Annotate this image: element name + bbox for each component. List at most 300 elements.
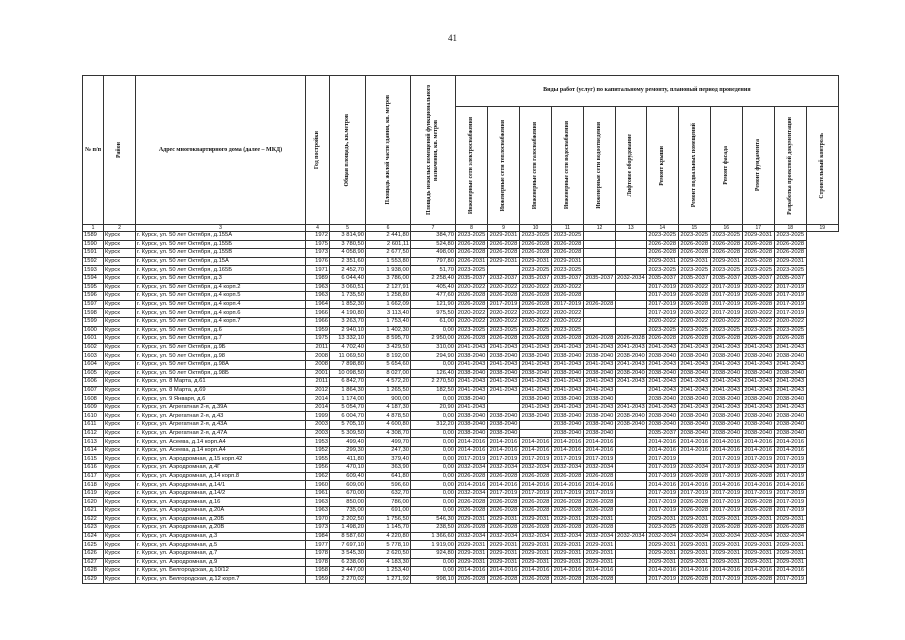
- table-cell: 5 054,70: [330, 403, 366, 412]
- table-cell: 2023-2025: [710, 232, 742, 241]
- table-cell: 4 220,80: [366, 532, 411, 541]
- table-cell: 2041-2043: [617, 378, 645, 385]
- table-cell: 2017-2019: [774, 455, 806, 464]
- table-cell: 2029-2031: [678, 257, 710, 266]
- table-cell: 0,00: [411, 395, 456, 404]
- table-cell: 2041-2043: [488, 386, 520, 395]
- header-work-9: [710, 106, 742, 224]
- table-cell: 2011: [306, 343, 330, 352]
- table-cell: 121,90: [411, 300, 456, 309]
- page-number: 41: [448, 33, 457, 43]
- table-cell: 2026-2028: [488, 507, 520, 516]
- table-cell: 4 190,80: [330, 309, 366, 318]
- table-cell: 924,80: [411, 549, 456, 558]
- table-cell: [616, 395, 647, 404]
- table-cell: [584, 240, 616, 249]
- table-cell: 2041-2043: [520, 403, 552, 412]
- table-cell: 2014-2016: [742, 481, 774, 490]
- table-cell: 2023-2025: [552, 266, 584, 275]
- table-cell: 2017-2019: [646, 489, 678, 498]
- table-cell: 1614: [83, 446, 104, 455]
- table-cell: 2041-2043: [584, 360, 616, 369]
- table-cell: [616, 300, 647, 309]
- table-cell: 2032-2037: [488, 274, 520, 283]
- table-cell: 1 145,70: [366, 524, 411, 533]
- table-cell: 1 271,92: [366, 575, 411, 584]
- table-cell: 6 842,70: [330, 378, 366, 387]
- table-cell: [520, 429, 552, 438]
- table-cell: г. Курск, ул. 50 лет Октября, д.4 корп.4: [136, 300, 306, 309]
- table-cell: 2014-2016: [456, 446, 488, 455]
- header-work-text: Ремонт фундамента: [754, 139, 761, 192]
- table-cell: 1977: [306, 541, 330, 550]
- table-cell: 61,00: [411, 317, 456, 326]
- table-cell: 2038-2040: [552, 429, 584, 438]
- table-row: [83, 541, 839, 550]
- table-cell: [584, 326, 616, 335]
- table-cell: 2026-2028: [456, 498, 488, 507]
- table-cell: 2029-2031: [742, 515, 774, 524]
- table-cell: Курск: [104, 257, 136, 266]
- table-cell: [584, 266, 616, 275]
- table-cell: 1959: [306, 326, 330, 335]
- table-cell: 2026-2028: [488, 472, 520, 481]
- table-cell: 2038-2040: [742, 369, 774, 378]
- table-cell: 2032-2034: [710, 532, 742, 541]
- table-cell: 2 270,02: [330, 575, 366, 584]
- table-cell: 405,40: [411, 283, 456, 292]
- table-cell: 2032-2034: [552, 532, 584, 541]
- column-number: 18: [774, 225, 806, 232]
- table-cell: г. Курск, ул. 50 лет Октября, д.155А: [136, 232, 306, 241]
- table-cell: 2014-2016: [456, 481, 488, 490]
- table-cell: 5 705,10: [330, 421, 366, 430]
- table-cell: 2014: [306, 403, 330, 412]
- table-cell: 2023-2025: [774, 326, 806, 335]
- table-cell: 1971: [306, 266, 330, 275]
- table-cell: 2020-2022: [742, 317, 774, 326]
- table-cell: 2038-2040: [584, 369, 616, 378]
- table-cell: 2032-2034: [584, 532, 616, 541]
- table-cell: 2017-2019: [710, 489, 742, 498]
- column-number: 9: [488, 225, 520, 232]
- table-row: [83, 360, 839, 369]
- table-cell: 2017-2019: [774, 498, 806, 507]
- table-cell: 2026-2028: [584, 300, 616, 309]
- table-cell: 2014-2016: [520, 567, 552, 576]
- table-cell: [616, 249, 647, 258]
- table-cell: 2029-2031: [646, 549, 678, 558]
- table-cell: г. Курск, ул. Агрегатная 2-я, д.43: [136, 412, 306, 421]
- header-total-area-text: Общая площадь, кв.метров: [344, 113, 350, 187]
- table-cell: 2026-2028: [646, 249, 678, 258]
- table-cell: г. Курск, ул. Аэродромная, д.3: [136, 532, 306, 541]
- table-cell: 1999: [306, 412, 330, 421]
- table-cell: 0,00: [411, 326, 456, 335]
- table-cell: 2041-2043: [742, 343, 774, 352]
- table-cell: 2041-2043: [456, 378, 488, 387]
- table-cell: 2041-2043: [742, 403, 774, 412]
- table-cell: 2014-2016: [584, 567, 616, 576]
- capital-repair-table-wrapper: [82, 75, 839, 584]
- table-cell: 2032-2034: [774, 532, 806, 541]
- table-cell: Курск: [104, 455, 136, 464]
- table-cell: 786,00: [366, 498, 411, 507]
- header-work-text: Разработка проектной документации: [786, 116, 793, 215]
- table-cell: 1602: [83, 343, 104, 352]
- table-cell: 2014: [306, 395, 330, 404]
- table-row: [83, 335, 839, 344]
- table-cell: 2038-2040: [710, 369, 742, 378]
- header-work-5: [584, 106, 616, 224]
- table-row: [83, 575, 839, 584]
- table-cell: 2026-2028: [456, 249, 488, 258]
- table-cell: 2035-2037: [584, 274, 616, 283]
- table-cell: 2038-2040: [488, 421, 520, 430]
- table-cell: 2038-2040: [678, 369, 710, 378]
- table-cell: 2038-2040: [617, 421, 645, 428]
- table-cell: 2041-2043: [774, 378, 806, 387]
- table-cell: 609,00: [330, 481, 366, 490]
- table-cell: 2029-2031: [646, 515, 678, 524]
- table-cell: 2026-2028: [520, 472, 552, 481]
- table-cell: [584, 257, 616, 266]
- table-cell: 641,80: [366, 472, 411, 481]
- table-cell: 2014-2016: [742, 438, 774, 447]
- table-row: [83, 232, 839, 241]
- table-cell: 1592: [83, 257, 104, 266]
- table-cell: 3 060,51: [330, 283, 366, 292]
- header-work-text: Инженерные сети водоснабжения: [564, 121, 570, 210]
- table-cell: 2038-2040: [617, 369, 645, 376]
- table-cell: 2017-2019: [774, 283, 806, 292]
- table-cell: 2020-2022: [456, 283, 488, 292]
- table-cell: 2038-2040: [710, 421, 742, 430]
- table-cell: 2032-2034: [520, 532, 552, 541]
- table-cell: 2026-2028: [520, 335, 552, 344]
- table-cell: 2026-2028: [742, 472, 774, 481]
- header-address: Адрес многоквартирного дома (далее – МКД): [136, 76, 306, 225]
- table-row: [83, 489, 839, 498]
- table-cell: [616, 507, 647, 516]
- table-cell: 4 187,30: [366, 403, 411, 412]
- table-cell: 609,40: [330, 472, 366, 481]
- table-cell: 2026-2028: [774, 335, 806, 344]
- table-cell: 2017-2019: [488, 455, 520, 464]
- table-cell: г. Курск, ул. Аэродромная, д.16: [136, 498, 306, 507]
- table-cell: 2038-2040: [456, 412, 488, 421]
- table-cell: 2014-2016: [742, 567, 774, 576]
- table-cell: 2038-2040: [456, 421, 488, 430]
- table-cell: 2017-2019: [646, 300, 678, 309]
- table-cell: Курск: [104, 352, 136, 361]
- table-cell: г. Курск, ул. 50 лет Октября, д.15А: [136, 257, 306, 266]
- table-row: [83, 481, 839, 490]
- table-cell: г. Курск, ул. 8 Марта, д.61: [136, 378, 306, 387]
- table-cell: 2029-2031: [456, 515, 488, 524]
- table-cell: Курск: [104, 403, 136, 412]
- table-cell: 1609: [83, 403, 104, 412]
- table-cell: 2017-2019: [552, 455, 584, 464]
- table-cell: 2014-2016: [456, 438, 488, 447]
- table-cell: 2020-2022: [774, 317, 806, 326]
- table-cell: 2041-2043: [456, 386, 488, 395]
- table-cell: 2026-2028: [520, 575, 552, 584]
- table-cell: 2041-2043: [488, 360, 520, 369]
- table-cell: 2026-2028: [584, 575, 616, 584]
- table-cell: 2020-2022: [520, 317, 552, 326]
- table-cell: 2017-2019: [584, 489, 616, 498]
- table-cell: 2038-2040: [646, 352, 678, 361]
- table-cell: 2 202,50: [330, 515, 366, 524]
- table-cell: 1960: [306, 481, 330, 490]
- table-cell: 299,30: [330, 446, 366, 455]
- table-cell: г. Курск, ул. 50 лет Октября, д.98А: [136, 360, 306, 369]
- table-cell: 1619: [83, 489, 104, 498]
- table-cell: 2017-2019: [520, 455, 552, 464]
- table-cell: 2029-2031: [520, 549, 552, 558]
- table-cell: 2017-2019: [646, 472, 678, 481]
- table-cell: г. Курск, ул. Асеева, д.14 корп.А4: [136, 446, 306, 455]
- table-cell: г. Курск, ул. 50 лет Октября, д.6: [136, 326, 306, 335]
- table-cell: Курск: [104, 360, 136, 369]
- table-cell: 2012: [306, 386, 330, 395]
- table-cell: 2023-2025: [646, 266, 678, 275]
- table-cell: 1 174,00: [330, 395, 366, 404]
- table-cell: 2038-2040: [646, 421, 678, 430]
- table-cell: 2014-2016: [584, 446, 616, 455]
- table-cell: 1973: [306, 524, 330, 533]
- table-row: [83, 421, 839, 430]
- header-work-text: Инженерные сети теплоснабжения: [500, 119, 506, 212]
- table-cell: [616, 326, 647, 335]
- table-cell: Курск: [104, 343, 136, 352]
- table-cell: 596,60: [366, 481, 411, 490]
- table-cell: г. Курск, ул. Аэродромная, д.20Б: [136, 515, 306, 524]
- table-cell: 8 595,70: [366, 335, 411, 344]
- table-cell: 2017-2019: [710, 283, 742, 292]
- table-cell: Курск: [104, 489, 136, 498]
- table-cell: 2038-2040: [742, 429, 774, 438]
- table-cell: Курск: [104, 369, 136, 378]
- table-cell: 2029-2031: [584, 515, 616, 524]
- table-cell: 247,30: [366, 446, 411, 455]
- table-cell: 2026-2028: [742, 292, 774, 301]
- table-cell: 2038-2040: [710, 352, 742, 361]
- table-cell: [584, 283, 616, 292]
- header-work-text: Ремонт фасада: [722, 146, 729, 185]
- header-living-area-text: Площадь жилой части здания, кв. метров: [384, 95, 391, 205]
- table-cell: 2017-2019: [552, 300, 584, 309]
- header-column-numbers: [83, 225, 839, 232]
- table-cell: 2026-2028: [584, 335, 616, 344]
- table-cell: 2041-2043: [488, 378, 520, 387]
- table-cell: 2014-2016: [488, 481, 520, 490]
- table-cell: 2017-2019: [774, 489, 806, 498]
- table-cell: 51,70: [411, 266, 456, 275]
- table-cell: [616, 541, 647, 550]
- table-cell: 2029-2031: [552, 257, 584, 266]
- table-cell: [616, 558, 647, 567]
- table-cell: 7 697,10: [330, 541, 366, 550]
- table-cell: 2001: [306, 369, 330, 378]
- table-cell: 2041-2043: [552, 343, 584, 352]
- table-cell: 2023-2025: [646, 326, 678, 335]
- table-cell: 1966: [306, 309, 330, 318]
- table-cell: 2038-2040: [520, 369, 552, 378]
- table-cell: 2041-2043: [646, 343, 678, 352]
- table-cell: 2 258,40: [411, 274, 456, 283]
- table-cell: 498,00: [411, 249, 456, 258]
- table-cell: 1953: [306, 438, 330, 447]
- table-cell: 2026-2028: [646, 240, 678, 249]
- table-cell: 2029-2031: [456, 549, 488, 558]
- table-cell: 2041-2043: [456, 403, 488, 412]
- table-cell: 2026-2028: [520, 507, 552, 516]
- table-cell: 2038-2040: [584, 352, 616, 361]
- table-cell: Курск: [104, 386, 136, 395]
- table-cell: 2026-2028: [678, 292, 710, 301]
- table-cell: 2029-2031: [488, 558, 520, 567]
- table-row: [83, 266, 839, 275]
- table-cell: 2014-2016: [710, 446, 742, 455]
- table-cell: 0,00: [411, 567, 456, 576]
- table-cell: 524,80: [411, 240, 456, 249]
- table-row: [83, 395, 839, 404]
- table-cell: 2017-2019: [774, 464, 806, 473]
- table-cell: 2041-2043: [742, 360, 774, 369]
- table-cell: [616, 455, 647, 464]
- table-cell: 2041-2043: [678, 343, 710, 352]
- table-row: [83, 343, 839, 352]
- table-cell: 900,00: [366, 395, 411, 404]
- table-cell: Курск: [104, 558, 136, 567]
- table-cell: Курск: [104, 240, 136, 249]
- table-cell: 2041-2043: [520, 360, 552, 369]
- table-cell: 2026-2028: [617, 335, 645, 342]
- table-cell: 2023-2025: [456, 326, 488, 335]
- header-work-11: [774, 106, 806, 224]
- table-cell: 1 258,80: [366, 292, 411, 301]
- table-cell: 2041-2043: [617, 361, 645, 368]
- header-work-text: Инженерные сети водоотведения: [596, 122, 602, 209]
- table-cell: 2 441,80: [366, 232, 411, 241]
- table-cell: 2029-2031: [678, 558, 710, 567]
- table-cell: 1 756,50: [366, 515, 411, 524]
- table-cell: 2014-2016: [678, 567, 710, 576]
- table-cell: 2041-2043: [646, 403, 678, 412]
- table-cell: Курск: [104, 429, 136, 438]
- table-cell: 2041-2043: [456, 360, 488, 369]
- table-cell: 2026-2028: [552, 524, 584, 533]
- table-cell: [616, 515, 647, 524]
- table-cell: 2017-2019: [710, 292, 742, 301]
- column-number: 7: [411, 225, 456, 232]
- table-cell: Курск: [104, 567, 136, 576]
- table-cell: 2032-2034: [520, 464, 552, 473]
- table-cell: 363,90: [366, 464, 411, 473]
- table-cell: 1603: [83, 352, 104, 361]
- table-cell: 2014-2016: [774, 567, 806, 576]
- table-cell: 20,90: [411, 403, 456, 412]
- table-cell: 2014-2016: [584, 481, 616, 490]
- table-cell: 2026-2028: [584, 472, 616, 481]
- table-cell: 1963: [306, 507, 330, 516]
- table-cell: Курск: [104, 498, 136, 507]
- table-cell: 2014-2016: [710, 567, 742, 576]
- table-cell: 2026-2028: [742, 498, 774, 507]
- table-cell: 2029-2031: [646, 558, 678, 567]
- table-cell: 2023-2025: [710, 326, 742, 335]
- table-cell: 477,60: [411, 292, 456, 301]
- table-cell: 2017-2019: [520, 489, 552, 498]
- table-row: [83, 438, 839, 447]
- header-work-3: [520, 106, 552, 224]
- table-cell: [616, 567, 647, 576]
- table-cell: 2038-2040: [552, 395, 584, 404]
- table-cell: 1594: [83, 274, 104, 283]
- table-cell: 2014-2016: [646, 567, 678, 576]
- table-cell: 2026-2028: [520, 292, 552, 301]
- table-cell: 2026-2028: [456, 524, 488, 533]
- table-cell: 2032-2034: [678, 532, 710, 541]
- table-cell: [584, 232, 616, 241]
- table-cell: 2029-2031: [488, 541, 520, 550]
- table-cell: г. Курск, ул. 50 лет Октября, д.4 корп.7: [136, 317, 306, 326]
- table-cell: [616, 292, 647, 301]
- table-cell: г. Курск, ул. Аэродромная, д.7: [136, 549, 306, 558]
- table-cell: 2023-2025: [646, 524, 678, 533]
- table-cell: 2020-2022: [488, 309, 520, 318]
- table-cell: 1966: [306, 317, 330, 326]
- table-cell: 2029-2031: [552, 558, 584, 567]
- table-cell: 2017-2019: [646, 309, 678, 318]
- table-cell: [616, 283, 647, 292]
- table-cell: 2026-2028: [710, 240, 742, 249]
- table-cell: Курск: [104, 515, 136, 524]
- table-cell: 2029-2031: [520, 558, 552, 567]
- table-cell: 2023-2025: [456, 266, 488, 275]
- table-cell: 2023-2025: [488, 326, 520, 335]
- table-cell: [616, 446, 647, 455]
- table-cell: г. Курск, ул. Аэродромная, д.9: [136, 558, 306, 567]
- table-cell: 2011: [306, 378, 330, 387]
- table-cell: Курск: [104, 532, 136, 541]
- table-cell: 2026-2028: [774, 240, 806, 249]
- table-cell: 2 950,00: [411, 335, 456, 344]
- table-cell: 2014-2016: [488, 446, 520, 455]
- table-cell: 2026-2028: [678, 240, 710, 249]
- table-cell: 2014-2016: [456, 567, 488, 576]
- table-cell: 1613: [83, 438, 104, 447]
- table-cell: 2041-2043: [678, 386, 710, 395]
- table-row: [83, 283, 839, 292]
- table-cell: 2038-2040: [710, 429, 742, 438]
- table-cell: 2026-2028: [552, 240, 584, 249]
- table-cell: 1620: [83, 498, 104, 507]
- table-cell: 2023-2025: [520, 266, 552, 275]
- table-cell: 2032-2034: [584, 464, 616, 473]
- header-works-group: Виды работ (услуг) по капитальному ремонту, плановый период проведения: [456, 76, 839, 107]
- table-cell: 2026-2028: [456, 335, 488, 344]
- header-work-2: [488, 106, 520, 224]
- table-cell: 2014-2016: [488, 567, 520, 576]
- table-cell: 1 366,60: [411, 532, 456, 541]
- table-cell: 2 127,91: [366, 283, 411, 292]
- table-cell: 2029-2031: [774, 257, 806, 266]
- table-cell: г. Курск, ул. Белгородская, д.12 корп.7: [136, 575, 306, 584]
- header-work-1: [456, 106, 488, 224]
